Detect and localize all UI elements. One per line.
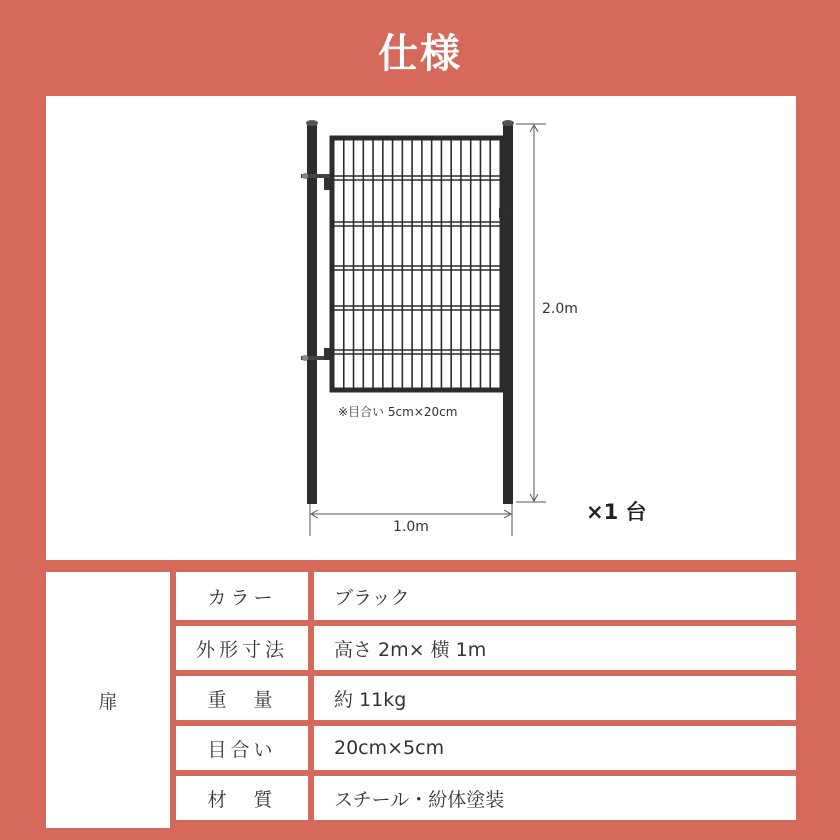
gate-diagram-panel (46, 96, 796, 560)
spec-value-text: ブラック (334, 586, 410, 609)
mesh-note: ※目合い 5cm×20cm (338, 405, 458, 419)
spec-label-dimensions (176, 626, 308, 670)
right-post-cap (502, 120, 514, 126)
spec-label-text: 材 質 (207, 788, 277, 811)
left-post (307, 122, 317, 504)
spec-label-mesh (176, 726, 308, 770)
spec-value-dimensions (314, 626, 796, 670)
quantity-label: ×1 台 (586, 500, 647, 524)
door-group-label: 扉 (98, 690, 118, 713)
height-label: 2.0m (542, 301, 578, 317)
spec-label-text: 外形寸法 (195, 638, 288, 661)
spec-label-text: 目合い (207, 738, 277, 761)
left-post-cap (306, 120, 318, 126)
spec-label-material (176, 776, 308, 820)
page-title: 仕様 (378, 31, 462, 77)
spec-table (46, 572, 796, 828)
gate-diagram (46, 96, 796, 560)
spec-value-text: 20cm×5cm (334, 737, 445, 759)
spec-label-color (176, 572, 308, 620)
spec-value-text: スチール・紛体塗装 (334, 788, 505, 811)
door-group-cell (46, 572, 170, 828)
spec-label-text: 重 量 (207, 688, 277, 711)
spec-value-text: 約 11kg (334, 688, 407, 711)
spec-value-mesh (314, 726, 796, 770)
spec-label-text: カラー (207, 586, 277, 609)
spec-value-weight (314, 676, 796, 720)
spec-label-weight (176, 676, 308, 720)
width-label: 1.0m (393, 519, 429, 535)
spec-value-color (314, 572, 796, 620)
spec-value-text: 高さ 2m× 横 1m (334, 638, 487, 661)
spec-value-material (314, 776, 796, 820)
gate-mesh (334, 140, 500, 388)
